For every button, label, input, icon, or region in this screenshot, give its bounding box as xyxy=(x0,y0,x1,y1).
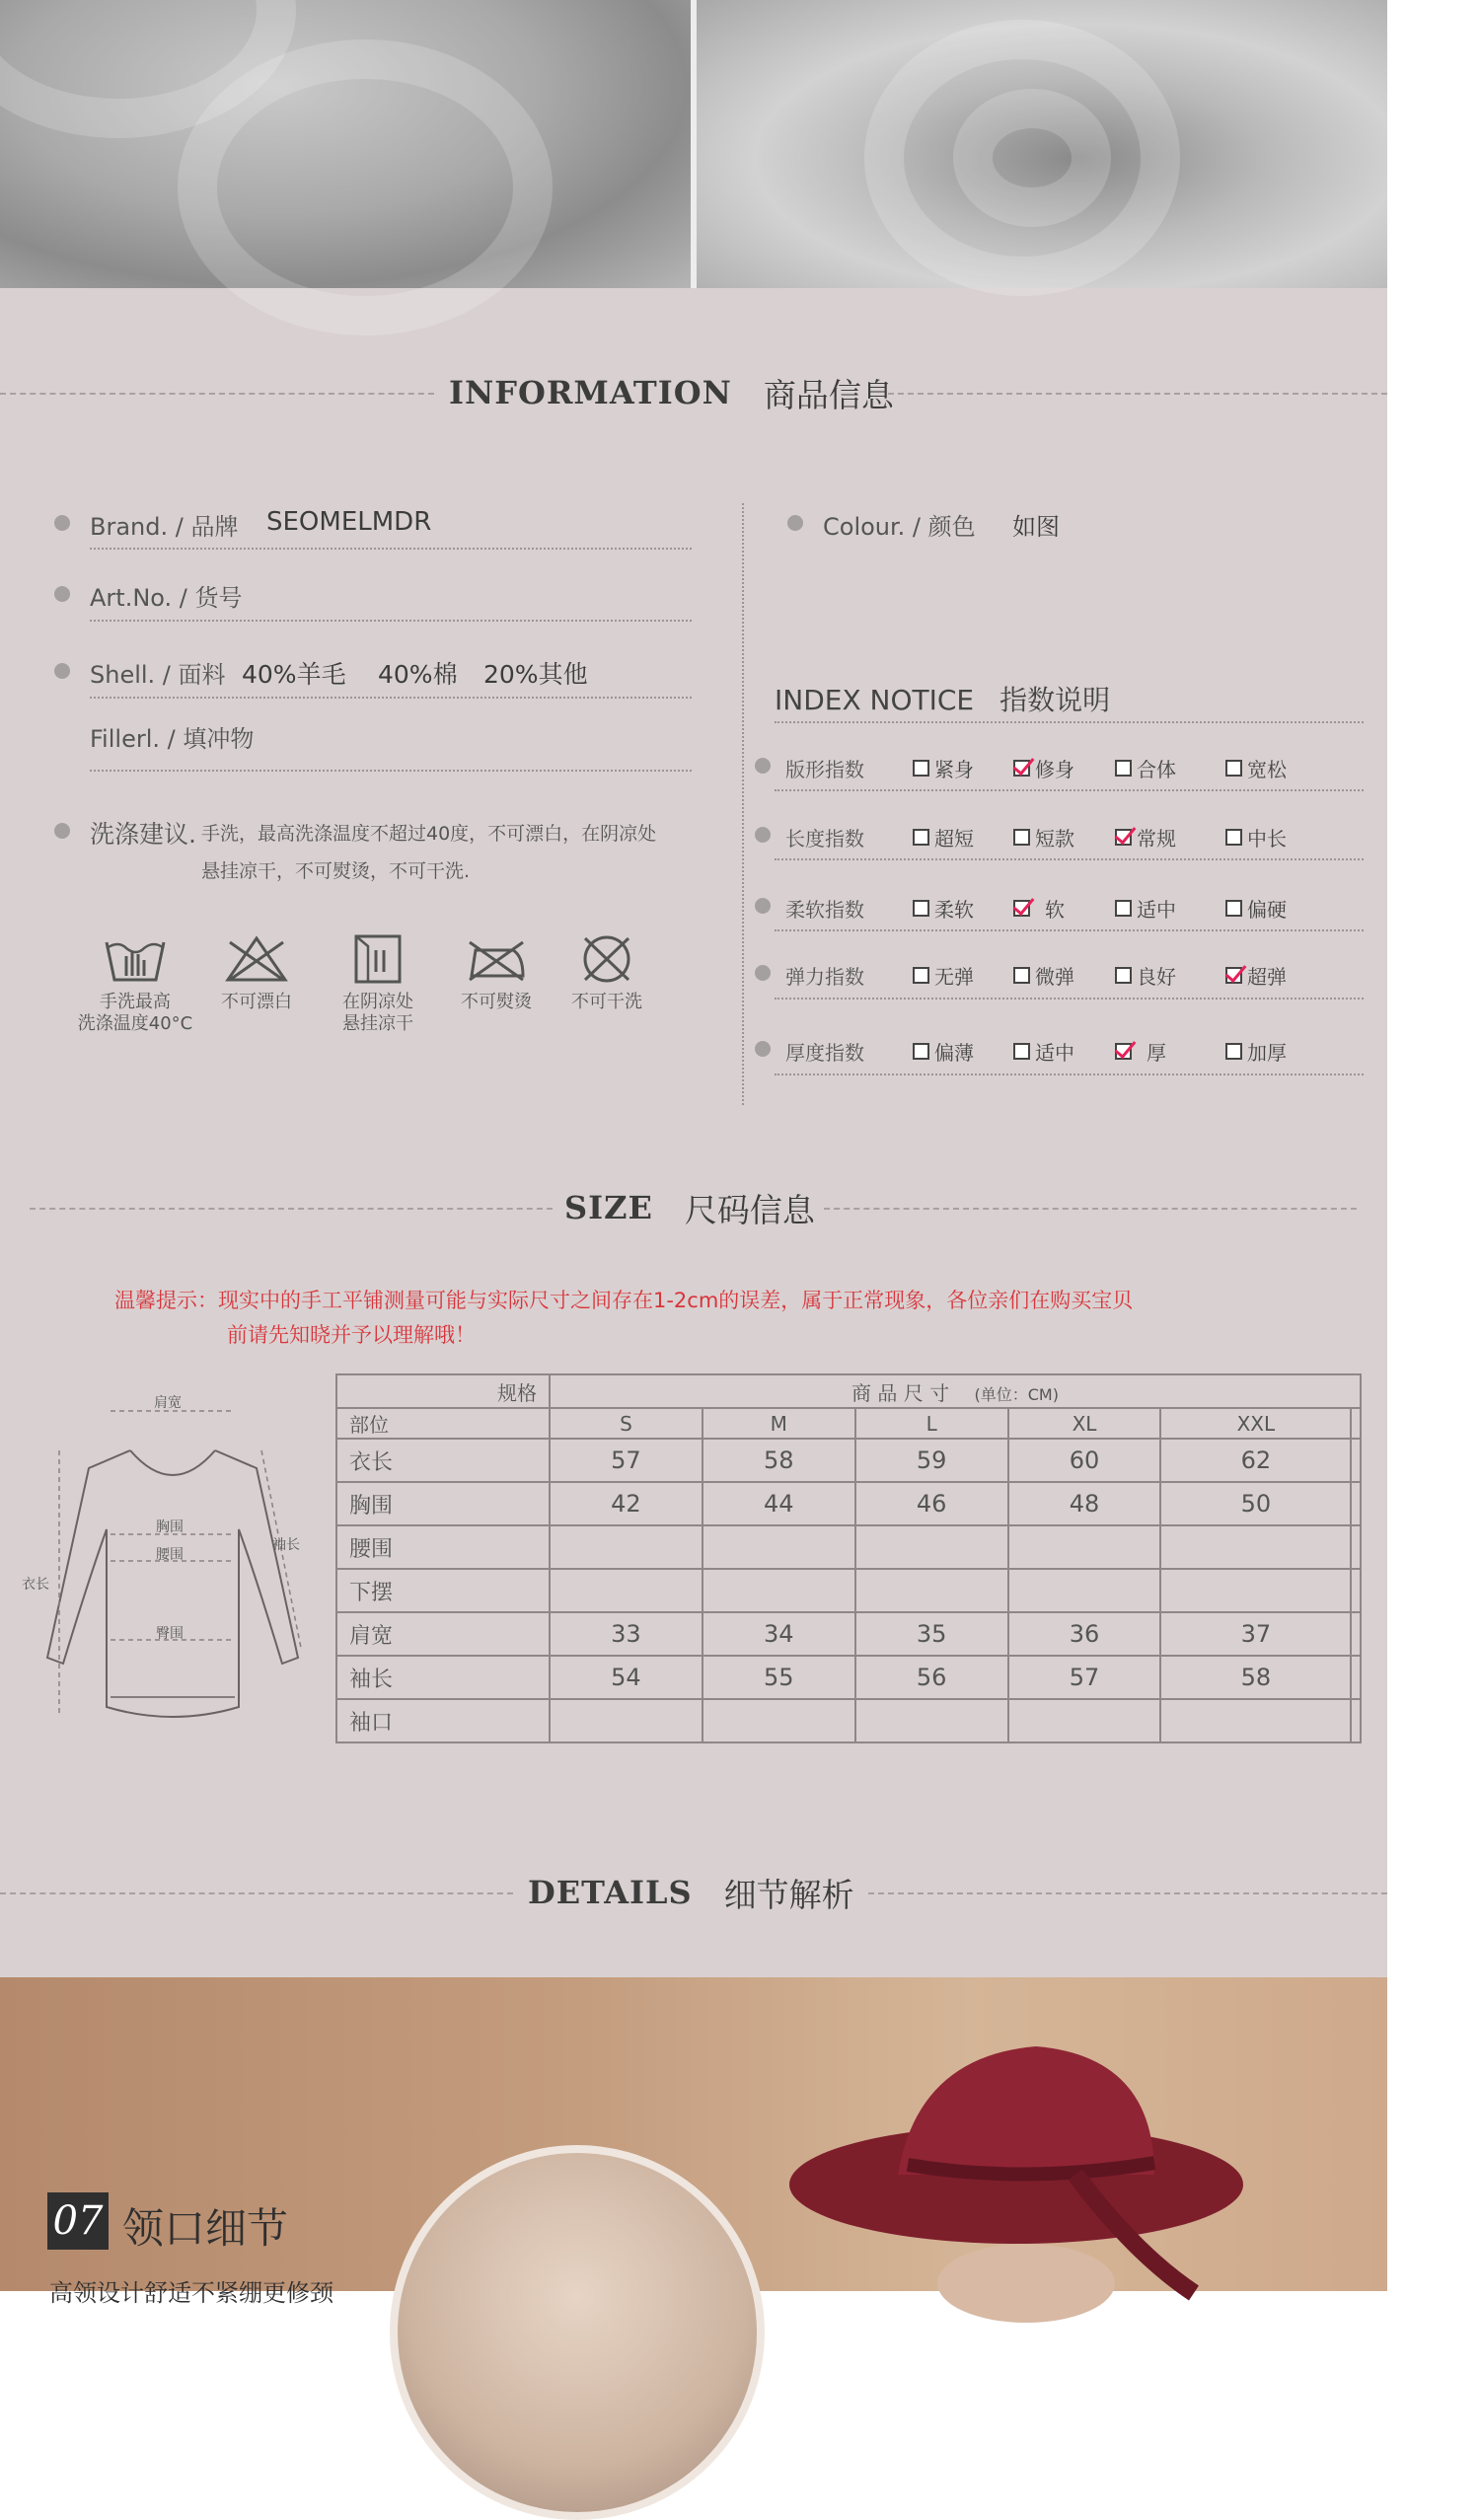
index-row-fit xyxy=(750,748,1367,783)
colour-row xyxy=(787,501,1340,541)
shell-underline xyxy=(90,697,692,699)
column-divider xyxy=(742,503,744,1105)
index-option-label: 无弹 xyxy=(934,965,974,989)
index-option xyxy=(1013,823,1074,852)
value-cell xyxy=(1008,1525,1161,1569)
value-cell xyxy=(703,1569,855,1612)
table-row xyxy=(336,1525,1361,1569)
value-cell xyxy=(1160,1569,1351,1612)
index-option xyxy=(913,1037,974,1066)
size-heading xyxy=(0,1188,1387,1227)
index-row-underline xyxy=(775,1074,1364,1075)
index-option-label: 超短 xyxy=(934,827,974,851)
size-table xyxy=(335,1373,1362,1743)
details-heading-en: DETAILS xyxy=(528,1874,693,1911)
care-label-1b: 洗涤温度40°C xyxy=(77,1013,193,1034)
index-option xyxy=(1225,754,1287,782)
bullet-icon xyxy=(54,823,70,839)
checkbox-icon xyxy=(1013,1043,1030,1060)
checkbox-icon xyxy=(1115,967,1132,984)
value-cell xyxy=(1351,1439,1361,1482)
size-header xyxy=(550,1374,1361,1408)
wash-instructions-line2: 悬挂凉干，不可熨烫，不可干洗. xyxy=(201,860,471,882)
value-cell xyxy=(855,1699,1008,1742)
shell-row xyxy=(54,649,691,689)
art-no-underline xyxy=(90,620,692,622)
index-option-label: 紧身 xyxy=(934,758,974,781)
size-tip-line1: 温馨提示：现实中的手工平铺测量可能与实际尺寸之间存在1-2cm的误差，属于正常现象，各位亲们在购买宝贝 xyxy=(114,1289,1134,1312)
value-cell: 36 xyxy=(1008,1612,1161,1656)
index-option-label: 柔软 xyxy=(934,898,974,922)
value-cell xyxy=(703,1699,855,1742)
value-cell xyxy=(1351,1525,1361,1569)
value-cell xyxy=(1160,1699,1351,1742)
detail-title: 领口细节 xyxy=(122,2204,289,2253)
size-table-size-row xyxy=(336,1408,1361,1439)
index-option-label: 超弹 xyxy=(1247,965,1287,989)
index-option-label: 偏薄 xyxy=(934,1041,974,1065)
information-heading-en: INFORMATION xyxy=(449,374,732,411)
table-row xyxy=(336,1569,1361,1612)
index-option-label: 宽松 xyxy=(1247,758,1287,781)
index-option-label: 合体 xyxy=(1137,758,1176,781)
table-row xyxy=(336,1699,1361,1742)
table-row xyxy=(336,1439,1361,1482)
wash-instructions-line1: 手洗，最高洗涤温度不超过40度，不可漂白，在阴凉处 xyxy=(201,823,657,845)
index-option-label: 常规 xyxy=(1137,827,1176,851)
size-heading-cn: 尺码信息 xyxy=(684,1190,815,1229)
checkbox-icon xyxy=(1225,760,1242,777)
details-heading xyxy=(0,1873,1387,1912)
index-option xyxy=(1115,961,1176,990)
index-row-softness xyxy=(750,888,1367,924)
part-cell: 肩宽 xyxy=(336,1612,550,1656)
index-option xyxy=(1013,894,1065,923)
no-iron-icon xyxy=(462,932,531,986)
size-col-header xyxy=(1351,1408,1361,1439)
value-cell: 33 xyxy=(550,1612,703,1656)
value-cell xyxy=(550,1525,703,1569)
index-row-label: 长度指数 xyxy=(785,827,864,851)
diagram-label-chest: 胸围 xyxy=(156,1519,184,1535)
part-cell: 衣长 xyxy=(336,1439,550,1482)
care-label-1: 手洗最高 xyxy=(100,992,171,1012)
part-cell: 下摆 xyxy=(336,1569,550,1612)
brand-label: Brand. / 品牌 xyxy=(90,513,239,541)
checkbox-icon xyxy=(1013,967,1030,984)
index-notice-title-en: INDEX NOTICE xyxy=(775,684,975,716)
checked-checkbox-icon xyxy=(1225,967,1242,984)
part-cell: 胸围 xyxy=(336,1482,550,1525)
size-unit: (单位：CM) xyxy=(974,1384,1059,1404)
diagram-label-waist: 腰围 xyxy=(156,1547,184,1563)
index-option xyxy=(1013,754,1074,782)
value-cell: 48 xyxy=(1008,1482,1161,1525)
value-cell xyxy=(1008,1569,1161,1612)
index-row-underline xyxy=(775,858,1364,860)
filler-row xyxy=(54,713,691,753)
value-cell: 62 xyxy=(1160,1439,1351,1482)
checkbox-icon xyxy=(913,967,929,984)
value-cell xyxy=(855,1525,1008,1569)
shade-dry-icon xyxy=(348,932,407,986)
index-option-label: 良好 xyxy=(1137,965,1176,989)
value-cell xyxy=(1160,1525,1351,1569)
index-option-label: 适中 xyxy=(1137,898,1176,922)
index-option-label: 短款 xyxy=(1035,827,1074,851)
value-cell: 55 xyxy=(703,1656,855,1699)
colour-value: 如图 xyxy=(1012,513,1060,541)
table-row xyxy=(336,1612,1361,1656)
index-row-label: 厚度指数 xyxy=(785,1041,864,1065)
checkbox-icon xyxy=(913,829,929,846)
hat-icon xyxy=(779,2037,1293,2293)
index-option-label: 中长 xyxy=(1247,827,1287,851)
index-option xyxy=(1013,961,1074,990)
value-cell: 58 xyxy=(703,1439,855,1482)
fabric-closeup-photo-left xyxy=(0,0,691,288)
detail-number-badge: 07 xyxy=(47,2192,109,2250)
table-row xyxy=(336,1656,1361,1699)
value-cell: 46 xyxy=(855,1482,1008,1525)
index-option xyxy=(1115,823,1176,852)
diagram-label-length: 衣长 xyxy=(22,1577,49,1593)
value-cell: 42 xyxy=(550,1482,703,1525)
value-cell: 50 xyxy=(1160,1482,1351,1525)
index-notice-title xyxy=(775,679,1110,718)
checkbox-icon xyxy=(913,760,929,777)
index-option xyxy=(1225,894,1287,923)
no-dry-clean-icon xyxy=(577,932,636,986)
index-notice-title-cn: 指数说明 xyxy=(999,684,1111,716)
checkbox-icon xyxy=(1225,1043,1242,1060)
art-no-row xyxy=(54,572,691,612)
brand-row xyxy=(54,501,691,541)
fabric-closeup-photo-right xyxy=(697,0,1387,288)
care-label-3b: 悬挂凉干 xyxy=(342,1013,413,1034)
detail-subtitle: 高领设计舒适不紧绷更修颈 xyxy=(49,2279,333,2307)
value-cell xyxy=(550,1569,703,1612)
index-row-underline xyxy=(775,929,1364,931)
shell-label: Shell. / 面料 xyxy=(90,661,226,689)
checkbox-icon xyxy=(913,900,929,917)
checkbox-icon xyxy=(1225,829,1242,846)
value-cell xyxy=(1008,1699,1161,1742)
index-row-elasticity xyxy=(750,955,1367,991)
value-cell xyxy=(1351,1699,1361,1742)
care-label-3: 在阴凉处 xyxy=(342,992,413,1012)
value-cell: 57 xyxy=(550,1439,703,1482)
shell-value-other: 20%其他 xyxy=(483,660,588,689)
index-row-underline xyxy=(775,998,1364,1000)
bullet-icon xyxy=(787,515,803,531)
index-option xyxy=(913,823,974,852)
value-cell: 54 xyxy=(550,1656,703,1699)
part-cell: 袖口 xyxy=(336,1699,550,1742)
bullet-icon xyxy=(755,758,771,774)
checkbox-icon xyxy=(913,1043,929,1060)
value-cell: 58 xyxy=(1160,1656,1351,1699)
value-cell xyxy=(855,1569,1008,1612)
value-cell xyxy=(703,1525,855,1569)
size-col-header: S xyxy=(550,1408,703,1439)
index-row-thickness xyxy=(750,1031,1367,1067)
size-col-header: M xyxy=(703,1408,855,1439)
part-cell: 袖长 xyxy=(336,1656,550,1699)
index-option xyxy=(1013,1037,1074,1066)
care-label-5: 不可干洗 xyxy=(571,992,642,1012)
value-cell: 44 xyxy=(703,1482,855,1525)
details-heading-cn: 细节解析 xyxy=(723,1875,854,1914)
value-cell xyxy=(1351,1656,1361,1699)
value-cell xyxy=(1351,1482,1361,1525)
checkbox-icon xyxy=(1013,829,1030,846)
spec-label: 规格 xyxy=(336,1374,550,1408)
index-option xyxy=(913,961,974,990)
bullet-icon xyxy=(755,965,771,981)
index-option xyxy=(1115,894,1176,923)
diagram-label-shoulder: 肩宽 xyxy=(154,1395,182,1411)
size-heading-en: SIZE xyxy=(564,1189,653,1226)
bullet-icon xyxy=(54,586,70,602)
checked-checkbox-icon xyxy=(1115,1043,1132,1060)
index-notice-underline xyxy=(775,721,1364,723)
bullet-icon xyxy=(54,663,70,679)
value-cell: 59 xyxy=(855,1439,1008,1482)
bullet-icon xyxy=(755,1041,771,1057)
value-cell xyxy=(1351,1612,1361,1656)
value-cell: 57 xyxy=(1008,1656,1161,1699)
bullet-icon xyxy=(54,515,70,531)
index-option-label: 加厚 xyxy=(1247,1041,1287,1065)
index-row-label: 柔软指数 xyxy=(785,898,864,922)
bullet-icon xyxy=(755,827,771,843)
part-cell: 腰围 xyxy=(336,1525,550,1569)
brand-value: SEOMELMDR xyxy=(266,507,432,537)
checked-checkbox-icon xyxy=(1013,760,1030,777)
index-option xyxy=(1225,823,1287,852)
checkbox-icon xyxy=(1115,760,1132,777)
index-option-label: 软 xyxy=(1045,898,1065,922)
checked-checkbox-icon xyxy=(1115,829,1132,846)
garment-measurement-diagram xyxy=(20,1391,316,1737)
index-option xyxy=(913,754,974,782)
colour-label: Colour. / 颜色 xyxy=(823,513,976,541)
value-cell xyxy=(1351,1569,1361,1612)
index-option xyxy=(1225,1037,1287,1066)
index-option-label: 微弹 xyxy=(1035,965,1074,989)
care-label-4: 不可熨烫 xyxy=(461,992,532,1012)
index-row-length xyxy=(750,817,1367,852)
checked-checkbox-icon xyxy=(1013,900,1030,917)
shell-value-wool: 40%羊毛 xyxy=(242,660,346,689)
value-cell: 35 xyxy=(855,1612,1008,1656)
brand-underline xyxy=(90,548,692,550)
care-no-dry-clean xyxy=(533,932,681,1013)
checkbox-icon xyxy=(1225,900,1242,917)
size-header-title: 商 品 尺 寸 xyxy=(851,1380,950,1405)
hand-wash-icon xyxy=(101,932,170,986)
index-row-label: 弹力指数 xyxy=(785,965,864,989)
size-col-header: XL xyxy=(1008,1408,1161,1439)
value-cell xyxy=(550,1699,703,1742)
size-tip-line2: 前请先知晓并予以理解哦！ xyxy=(227,1323,476,1347)
index-option xyxy=(1115,1037,1166,1066)
index-option xyxy=(913,894,974,923)
value-cell: 34 xyxy=(703,1612,855,1656)
information-heading xyxy=(0,373,1387,412)
index-option-label: 偏硬 xyxy=(1247,898,1287,922)
value-cell: 56 xyxy=(855,1656,1008,1699)
index-option xyxy=(1115,754,1176,782)
value-cell: 60 xyxy=(1008,1439,1161,1482)
value-cell: 37 xyxy=(1160,1612,1351,1656)
size-col-header: XXL xyxy=(1160,1408,1351,1439)
index-option-label: 修身 xyxy=(1035,758,1074,781)
shell-value-cotton: 40%棉 xyxy=(378,660,458,689)
size-col-header: L xyxy=(855,1408,1008,1439)
table-row xyxy=(336,1482,1361,1525)
index-row-underline xyxy=(775,789,1364,791)
index-row-label: 版形指数 xyxy=(785,758,864,781)
index-option-label: 适中 xyxy=(1035,1041,1074,1065)
care-label-2: 不可漂白 xyxy=(221,992,292,1012)
filler-underline xyxy=(90,770,692,772)
no-bleach-icon xyxy=(222,932,291,986)
model-detail-photo xyxy=(0,1977,1387,2307)
filler-label: Fillerl. / 填冲物 xyxy=(90,725,255,753)
information-heading-cn: 商品信息 xyxy=(763,375,894,414)
size-table-header xyxy=(336,1374,1361,1408)
part-label: 部位 xyxy=(336,1408,550,1439)
art-no-label: Art.No. / 货号 xyxy=(90,584,243,612)
bullet-icon xyxy=(755,898,771,914)
diagram-label-hip: 臀围 xyxy=(156,1626,184,1642)
index-option xyxy=(1225,961,1287,990)
index-option-label: 厚 xyxy=(1147,1041,1166,1065)
checkbox-icon xyxy=(1115,900,1132,917)
wash-label: 洗涤建议. xyxy=(90,820,196,849)
diagram-label-sleeve: 袖长 xyxy=(272,1537,300,1553)
collar-detail-photo xyxy=(390,2145,765,2520)
